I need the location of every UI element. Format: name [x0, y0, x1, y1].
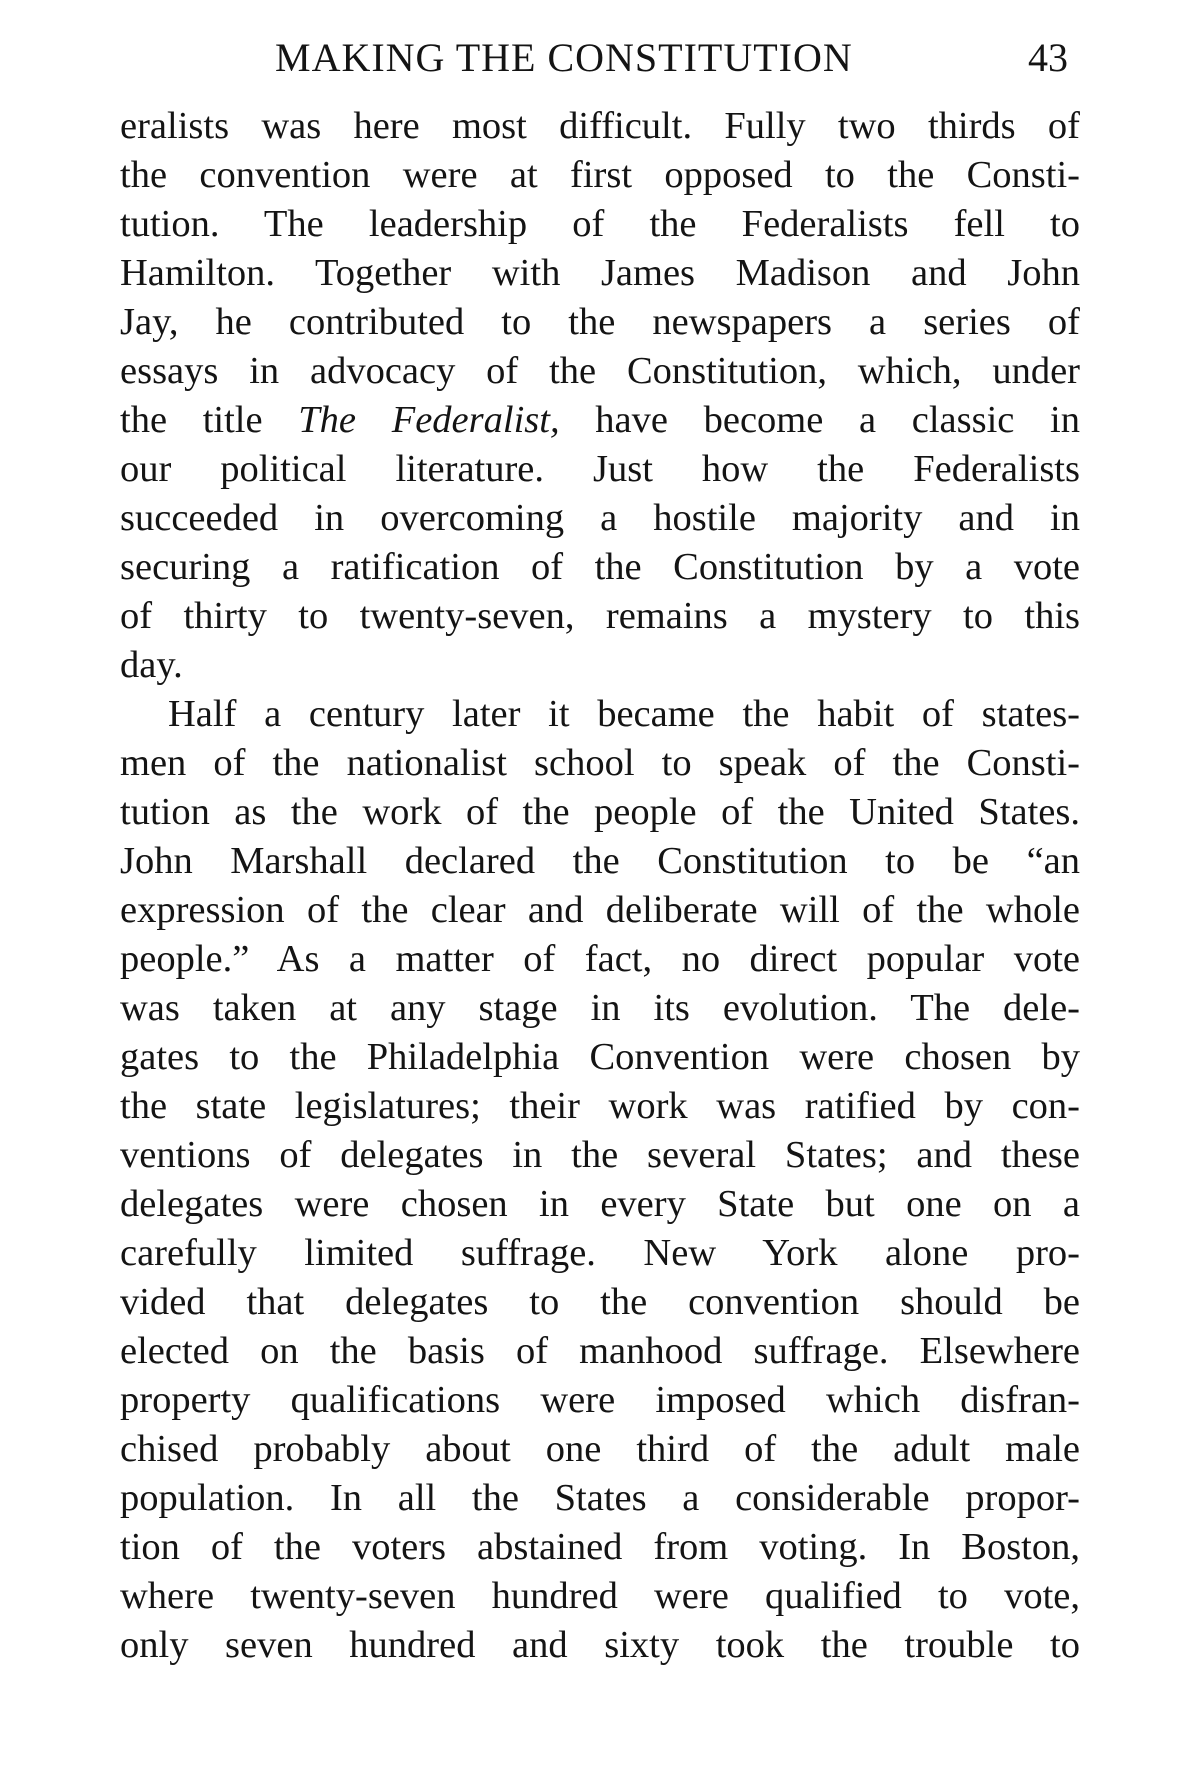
text-line: expression of the clear and deliberate will of the whole — [120, 889, 1080, 931]
text-line: where twenty-seven hundred were qualified to vote, — [120, 1575, 1080, 1617]
running-head — [120, 28, 1080, 88]
text-fragment: the title — [120, 399, 299, 441]
text-line: chised probably about one third of the adult male — [120, 1428, 1080, 1470]
page-number: 43 — [1028, 35, 1068, 80]
text-line: of thirty to twenty-seven, remains a mystery to this — [120, 595, 1080, 637]
text-line: succeeded in overcoming a hostile majority and in — [120, 497, 1080, 539]
text-line: John Marshall declared the Constitution to be “an — [120, 840, 1080, 882]
text-line: gates to the Philadelphia Convention were chosen by — [120, 1036, 1080, 1078]
text-line: day. — [120, 644, 183, 686]
text-line: the convention were at first opposed to the Consti- — [120, 154, 1080, 196]
text-line: Hamilton. Together with James Madison and John — [120, 252, 1080, 294]
text-line: carefully limited suffrage. New York alone pro- — [120, 1232, 1080, 1274]
running-title: MAKING THE CONSTITUTION — [275, 35, 853, 80]
text-fragment: have become a classic in — [559, 399, 1081, 441]
text-line: essays in advocacy of the Constitution, which, under — [120, 350, 1080, 392]
text-line: elected on the basis of manhood suffrage. Elsewhere — [120, 1330, 1080, 1372]
text-line: eralists was here most difficult. Fully two thirds of — [120, 105, 1080, 147]
text-line: tution as the work of the people of the United States. — [120, 791, 1080, 833]
paragraph-1 — [120, 102, 1080, 690]
text-line: tution. The leadership of the Federalists fell to — [120, 203, 1080, 245]
text-line: our political literature. Just how the Federalists — [120, 448, 1080, 490]
text-line: the state legislatures; their work was ratified by con- — [120, 1085, 1080, 1127]
text-line: men of the nationalist school to speak of the Consti- — [120, 742, 1080, 784]
text-line: Jay, he contributed to the newspapers a series of — [120, 301, 1080, 343]
text-line: securing a ratification of the Constitution by a vote — [120, 546, 1080, 588]
text-line — [120, 396, 1080, 445]
body-text — [120, 102, 1080, 1670]
text-line: property qualifications were imposed which disfran- — [120, 1379, 1080, 1421]
text-line: vided that delegates to the convention should be — [120, 1281, 1080, 1323]
paragraph-2 — [120, 690, 1080, 1670]
text-line: ventions of delegates in the several States; and these — [120, 1134, 1080, 1176]
text-line: population. In all the States a considerable propor- — [120, 1477, 1080, 1519]
text-line: only seven hundred and sixty took the trouble to — [120, 1624, 1080, 1666]
text-line: delegates were chosen in every State but one on a — [120, 1183, 1080, 1225]
text-line: was taken at any stage in its evolution. The dele- — [120, 987, 1080, 1029]
text-line: people.” As a matter of fact, no direct popular vote — [120, 938, 1080, 980]
text-line: Half a century later it became the habit of states- — [168, 693, 1080, 735]
book-title-italic: The Federalist, — [298, 399, 560, 441]
text-line: tion of the voters abstained from voting. In Boston, — [120, 1526, 1080, 1568]
